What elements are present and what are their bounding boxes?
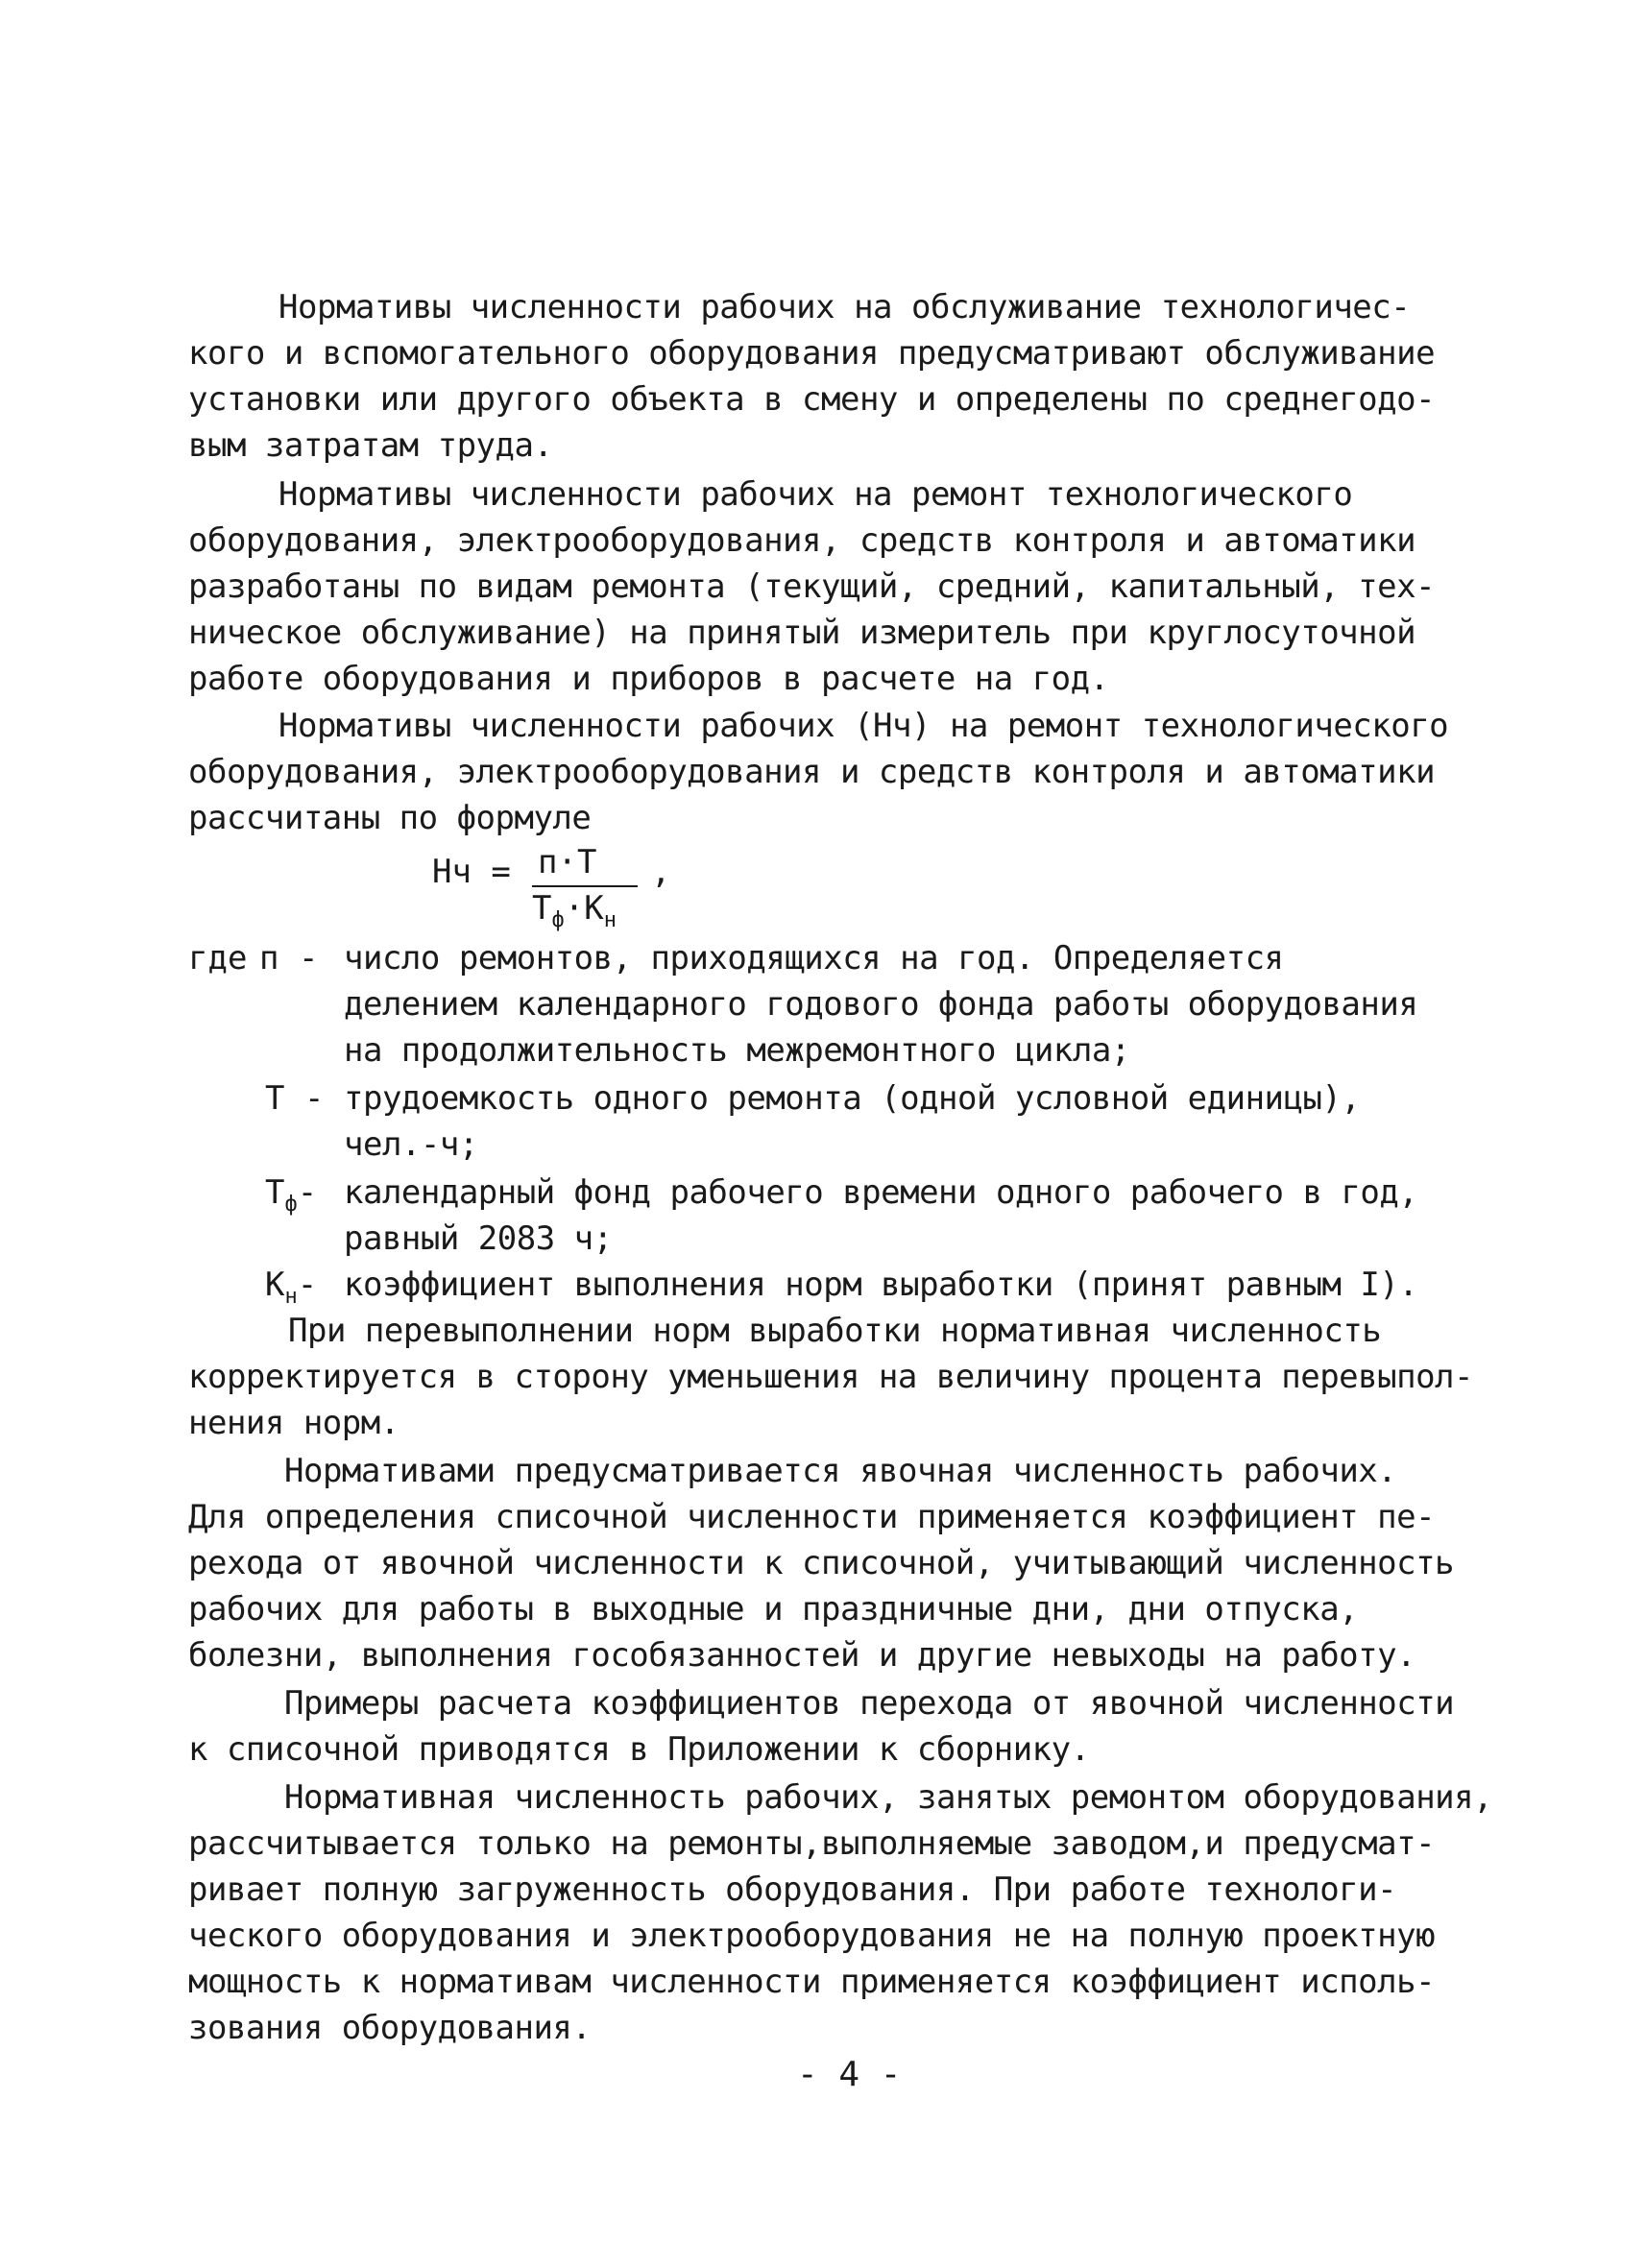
def-tf-line-2: равный 2083 ч;	[344, 1219, 613, 1258]
p4-line-1: При перевыполнении норм выработки нормативная численность	[288, 1312, 1382, 1350]
p3-line-1: Нормативы численности рабочих (Нч) на ремонт технологического	[278, 707, 1449, 745]
p1-line-1: Нормативы численности рабочих на обслуживание технологичес-	[278, 288, 1411, 326]
p2-line-1: Нормативы численности рабочих на ремонт технологического	[278, 475, 1353, 514]
def-symbol-n: п -	[259, 939, 319, 977]
def-symbol-kn: $К_н-$	[265, 1266, 318, 1309]
p1-line-3: установки или другого объекта в смену и определены по среднегодо-	[188, 380, 1436, 419]
def-n-line-2: делением календарного годового фонда работы оборудования	[344, 985, 1418, 1024]
p7-line-1: Нормативная численность рабочих, занятых ремонтом оборудования,	[284, 1778, 1493, 1817]
where-label: где	[188, 939, 248, 977]
p5-line-2: Для определения списочной численности применяется коэффициент пе-	[188, 1498, 1436, 1536]
formula-comma: ,	[651, 853, 671, 891]
p2-line-5: работе оборудования и приборов в расчете на год.	[188, 660, 1109, 698]
p6-line-2: к списочной приводятся в Приложении к сборнику.	[188, 1730, 1090, 1769]
def-t-line-1: трудоемкость одного ремонта (одной условной единицы),	[344, 1079, 1361, 1118]
p2-line-3: разработаны по видам ремонта (текущий, средний, капитальный, тех-	[188, 567, 1436, 606]
p2-line-4: ническое обслуживание) на принятый измеритель при круглосуточной	[188, 614, 1416, 652]
p1-line-2: кого и вспомогательного оборудования предусматривают обслуживание	[188, 334, 1436, 373]
p3-line-3: рассчитаны по формуле	[188, 799, 592, 837]
p7-line-2: рассчитывается только на ремонты,выполняемые заводом,и предусмат-	[188, 1824, 1436, 1863]
formula-denominator: $Т_ф\cdot К_н$	[532, 889, 617, 932]
p3-line-2: оборудования, электрооборудования и средств контроля и автоматики	[188, 753, 1436, 791]
formula-lhs: Нч =	[432, 853, 511, 891]
p4-line-3: нения норм.	[188, 1404, 399, 1442]
p7-line-6: зования оборудования.	[188, 2009, 592, 2047]
def-kn-line-1: коэффициент выполнения норм выработки (принят равным I).	[344, 1266, 1418, 1304]
p5-line-5: болезни, выполнения гособязанностей и другие невыходы на работу.	[188, 1636, 1416, 1675]
formula-numerator: п·Т	[538, 843, 597, 881]
def-tf-line-1: календарный фонд рабочего времени одного рабочего в год,	[344, 1173, 1418, 1212]
def-n-line-3: на продолжительность межремонтного цикла;	[344, 1031, 1130, 1070]
p7-line-4: ческого оборудования и электрооборудования не на полную проектную	[188, 1917, 1436, 1955]
page-number: - 4 -	[797, 2055, 902, 2094]
p4-line-2: корректируется в сторону уменьшения на величину процента перевыпол-	[188, 1358, 1473, 1396]
p6-line-1: Примеры расчета коэффициентов перехода от явочной численности	[284, 1684, 1455, 1723]
p7-line-5: мощность к нормативам численности применяется коэффициент исполь-	[188, 1963, 1436, 2001]
p1-line-4: вым затратам труда.	[188, 426, 553, 465]
p7-line-3: ривает полную загруженность оборудования. При работе технологи-	[188, 1870, 1397, 1909]
p5-line-4: рабочих для работы в выходные и праздничные дни, дни отпуска,	[188, 1590, 1359, 1629]
def-symbol-t: Т -	[265, 1079, 325, 1118]
def-symbol-tf: $Т_ф-$	[265, 1173, 318, 1217]
def-n-line-1: число ремонтов, приходящихся на год. Определяется	[344, 939, 1284, 977]
p5-line-1: Нормативами предусматривается явочная численность рабочих.	[284, 1452, 1397, 1490]
fraction-bar	[532, 885, 638, 887]
p2-line-2: оборудования, электрооборудования, средств контроля и автоматики	[188, 521, 1416, 560]
p5-line-3: рехода от явочной численности к списочной, учитывающий численность	[188, 1544, 1455, 1582]
def-t-line-2: чел.-ч;	[344, 1125, 478, 1164]
